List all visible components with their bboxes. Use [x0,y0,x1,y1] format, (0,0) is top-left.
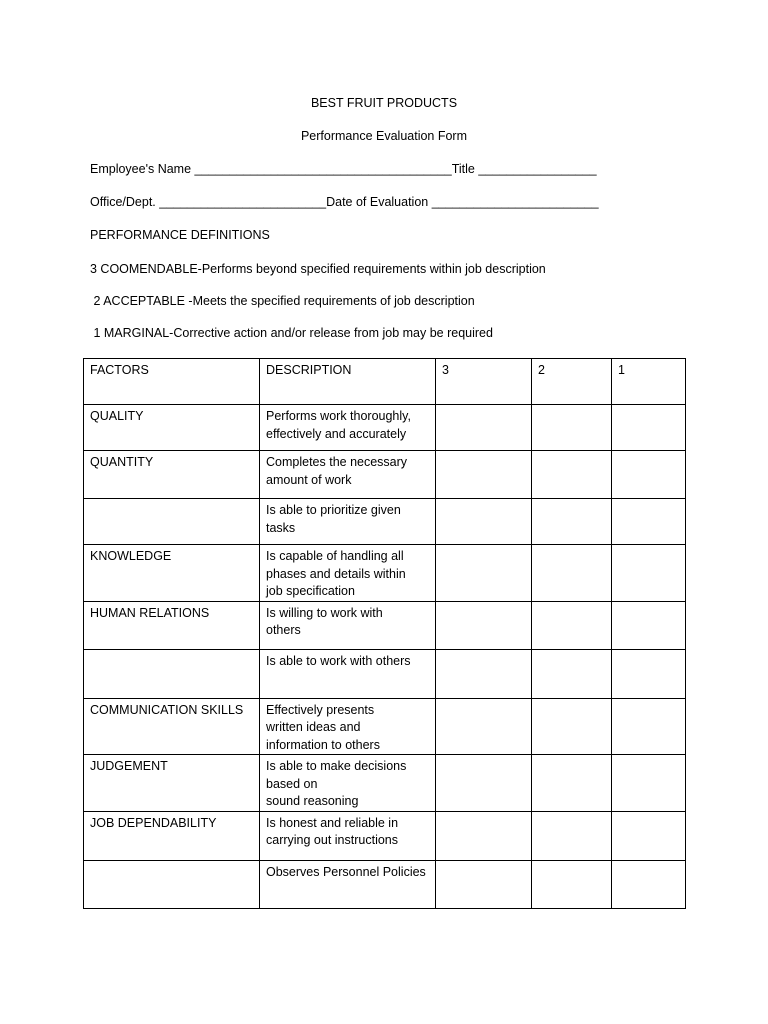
description-cell: Effectively presents written ideas and information to others [260,698,436,755]
description-cell: Observes Personnel Policies [260,860,436,908]
rating-3-cell[interactable] [436,451,532,499]
rating-3-cell[interactable] [436,499,532,545]
rating-3-cell[interactable] [436,545,532,602]
rating-1-cell[interactable] [612,860,686,908]
definition-commendable: 3 COOMENDABLE-Performs beyond specified requirements within job description [90,262,546,276]
rating-1-cell[interactable] [612,545,686,602]
rating-2-cell[interactable] [532,649,612,698]
office-date-field: Office/Dept. ________________________Date of Evaluation ________________________ [90,195,599,209]
definition-acceptable: 2 ACCEPTABLE -Meets the specified requirements of job description [90,294,475,308]
header-rating-3: 3 [436,359,532,405]
rating-1-cell[interactable] [612,451,686,499]
rating-1-cell[interactable] [612,698,686,755]
rating-2-cell[interactable] [532,811,612,860]
rating-1-cell[interactable] [612,601,686,649]
factor-cell: KNOWLEDGE [84,545,260,602]
rating-3-cell[interactable] [436,601,532,649]
employee-name-field: Employee's Name _____________________________________Title _________________ [90,162,597,176]
factor-cell: QUALITY [84,405,260,451]
factor-cell [84,499,260,545]
rating-3-cell[interactable] [436,860,532,908]
rating-1-cell[interactable] [612,811,686,860]
evaluation-table [83,358,686,909]
table-row [84,649,686,698]
description-cell: Is able to prioritize given tasks [260,499,436,545]
table-header-row [84,359,686,405]
factor-cell: QUANTITY [84,451,260,499]
rating-2-cell[interactable] [532,698,612,755]
rating-2-cell[interactable] [532,545,612,602]
table-row [84,811,686,860]
description-cell: Is able to make decisions based on sound reasoning [260,755,436,812]
header-rating-2: 2 [532,359,612,405]
rating-3-cell[interactable] [436,649,532,698]
rating-1-cell[interactable] [612,405,686,451]
factor-cell [84,649,260,698]
table-row [84,405,686,451]
company-name: BEST FRUIT PRODUCTS [310,96,458,110]
factor-cell: JUDGEMENT [84,755,260,812]
description-cell: Is able to work with others [260,649,436,698]
table-row [84,451,686,499]
description-cell: Completes the necessary amount of work [260,451,436,499]
rating-2-cell[interactable] [532,405,612,451]
rating-2-cell[interactable] [532,860,612,908]
factor-cell: JOB DEPENDABILITY [84,811,260,860]
description-cell: Is honest and reliable in carrying out instructions [260,811,436,860]
rating-1-cell[interactable] [612,649,686,698]
rating-2-cell[interactable] [532,755,612,812]
rating-3-cell[interactable] [436,755,532,812]
factor-cell: HUMAN RELATIONS [84,601,260,649]
rating-1-cell[interactable] [612,499,686,545]
header-description: DESCRIPTION [260,359,436,405]
rating-2-cell[interactable] [532,451,612,499]
description-cell: Performs work thoroughly, effectively and accurately [260,405,436,451]
definitions-heading: PERFORMANCE DEFINITIONS [90,228,270,242]
rating-2-cell[interactable] [532,601,612,649]
rating-1-cell[interactable] [612,755,686,812]
definition-marginal: 1 MARGINAL-Corrective action and/or release from job may be required [90,326,493,340]
table-row [84,545,686,602]
rating-3-cell[interactable] [436,405,532,451]
table-row [84,601,686,649]
factor-cell: COMMUNICATION SKILLS [84,698,260,755]
rating-2-cell[interactable] [532,499,612,545]
table-row [84,860,686,908]
description-cell: Is capable of handling all phases and details within job specification [260,545,436,602]
header-factors: FACTORS [84,359,260,405]
rating-3-cell[interactable] [436,811,532,860]
table-row [84,499,686,545]
form-title: Performance Evaluation Form [300,129,468,143]
factor-cell [84,860,260,908]
rating-3-cell[interactable] [436,698,532,755]
description-cell: Is willing to work with others [260,601,436,649]
table-row [84,698,686,755]
header-rating-1: 1 [612,359,686,405]
table-row [84,755,686,812]
